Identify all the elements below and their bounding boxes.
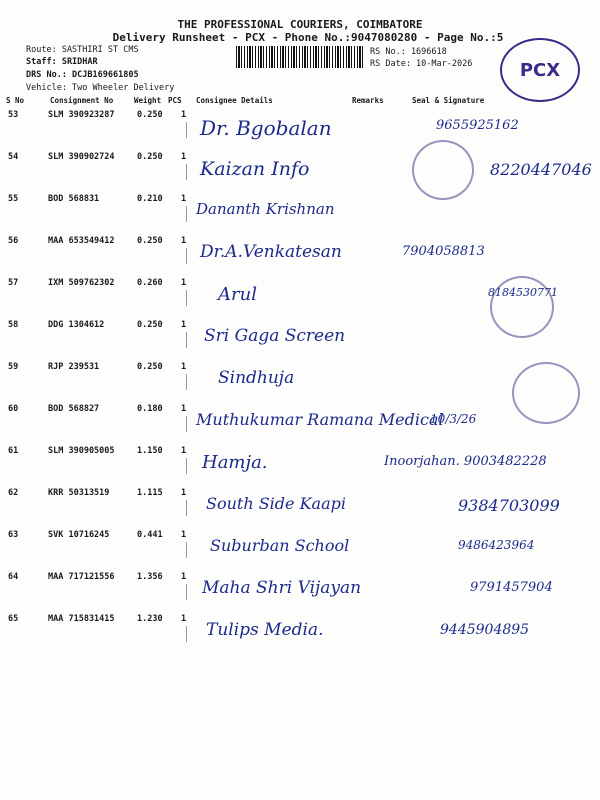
row-consignment: MAA 653549412 [48,236,115,246]
consignee-handwritten: Dr. Bgobalan [200,116,332,140]
row-consignment: RJP 239531 [48,362,100,372]
row-sno: 62 [8,488,19,498]
drs-label: DRS No.: DCJB169661805 [26,70,139,80]
rs-date: RS Date: 10-Mar-2026 [370,59,473,69]
row-weight: 0.210 [137,194,163,204]
pcs-divider [186,290,187,306]
row-pcs: 1 [181,194,187,204]
signature-note: 9384703099 [458,496,560,515]
pcs-divider [186,458,187,474]
pcs-divider [186,416,187,432]
row-weight: 0.250 [137,110,163,120]
signature-note: 9445904895 [440,622,530,638]
row-weight: 1.356 [137,572,163,582]
row-sno: 61 [8,446,19,456]
barcode [236,46,364,68]
pcs-divider [186,248,187,264]
row-consignment: DDG 1304612 [48,320,105,330]
table-row [0,362,600,398]
row-weight: 0.250 [137,362,163,372]
pcx-stamp: PCX [500,38,580,102]
col-seal: Seal & Signature [412,96,485,105]
row-pcs: 1 [181,530,187,540]
row-weight: 1.230 [137,614,163,624]
pcs-divider [186,164,187,180]
col-pcs: PCS [168,96,182,105]
row-weight: 1.115 [137,488,163,498]
signature-note: 8184530771 [488,286,558,299]
row-weight: 0.260 [137,278,163,288]
row-weight: 1.150 [137,446,163,456]
consignee-handwritten: South Side Kaapi [206,494,346,513]
row-sno: 55 [8,194,19,204]
pcs-divider [186,332,187,348]
row-pcs: 1 [181,362,187,372]
consignee-handwritten: Suburban School [210,536,350,555]
runsheet-title: Delivery Runsheet - PCX - Phone No.:9047080280 - Page No.:5 [112,31,504,44]
staff-label: Staff: SRIDHAR [26,57,98,67]
row-pcs: 1 [181,614,187,624]
row-pcs: 1 [181,320,187,330]
row-sno: 60 [8,404,19,414]
signature-note: 9655925162 [436,118,519,133]
pcs-divider [186,584,187,600]
consignee-handwritten: Tulips Media. [206,620,324,640]
row-sno: 65 [8,614,19,624]
row-pcs: 1 [181,236,187,246]
row-sno: 53 [8,110,19,120]
consignee-handwritten: Kaizan Info [200,158,310,180]
row-consignment: MAA 715831415 [48,614,115,624]
row-pcs: 1 [181,278,187,288]
row-consignment: SLM 390902724 [48,152,115,162]
row-pcs: 1 [181,110,187,120]
row-consignment: BOD 568827 [48,404,100,414]
signature-note: Inoorjahan. 9003482228 [384,454,547,469]
row-sno: 57 [8,278,19,288]
row-pcs: 1 [181,446,187,456]
col-consignee: Consignee Details [196,96,273,105]
company-name: THE PROFESSIONAL COURIERS, COIMBATORE [177,18,423,31]
consignee-handwritten: Sri Gaga Screen [204,326,346,346]
row-pcs: 1 [181,404,187,414]
col-weight: Weight [134,96,162,105]
pcs-divider [186,206,187,222]
signature-note: 9486423964 [458,538,535,552]
pcs-divider [186,500,187,516]
route-label: Route: SASTHIRI ST CMS [26,45,139,55]
col-remarks: Remarks [352,96,384,105]
row-consignment: MAA 717121556 [48,572,115,582]
row-sno: 63 [8,530,19,540]
rs-number: RS No.: 1696618 [370,47,447,57]
consignee-handwritten: Arul [218,284,257,305]
vehicle-label: Vehicle: Two Wheeler Delivery [26,83,175,93]
consignee-handwritten: Sindhuja [218,368,295,388]
row-sno: 58 [8,320,19,330]
row-consignment: SLM 390905005 [48,446,115,456]
row-consignment: SLM 390923287 [48,110,115,120]
signature-note: 10/3/26 [430,412,477,426]
row-consignment: SVK 10716245 [48,530,110,540]
row-sno: 54 [8,152,19,162]
consignee-handwritten: Dr.A.Venkatesan [200,242,342,262]
col-consignment: Consignment No [50,96,114,105]
consignee-handwritten: Dananth Krishnan [196,200,335,218]
row-weight: 0.180 [137,404,163,414]
signature-note: 7904058813 [402,244,485,259]
row-sno: 59 [8,362,19,372]
consignee-handwritten: Muthukumar Ramana Medical [196,410,444,429]
row-pcs: 1 [181,488,187,498]
row-sno: 64 [8,572,19,582]
row-pcs: 1 [181,152,187,162]
signature-note: 8220447046 [490,160,592,179]
row-consignment: KRR 50313519 [48,488,110,498]
signature-note: 9791457904 [470,580,553,595]
consignee-handwritten: Hamja. [202,452,268,473]
row-weight: 0.250 [137,236,163,246]
row-pcs: 1 [181,572,187,582]
row-consignment: BOD 568831 [48,194,100,204]
pcs-divider [186,626,187,642]
consignee-handwritten: Maha Shri Vijayan [202,578,362,598]
pcs-divider [186,374,187,390]
row-weight: 0.250 [137,320,163,330]
pcs-divider [186,542,187,558]
col-sno: S No [6,96,25,105]
pcs-divider [186,122,187,138]
row-weight: 0.441 [137,530,163,540]
row-consignment: IXM 509762302 [48,278,115,288]
row-sno: 56 [8,236,19,246]
row-weight: 0.250 [137,152,163,162]
